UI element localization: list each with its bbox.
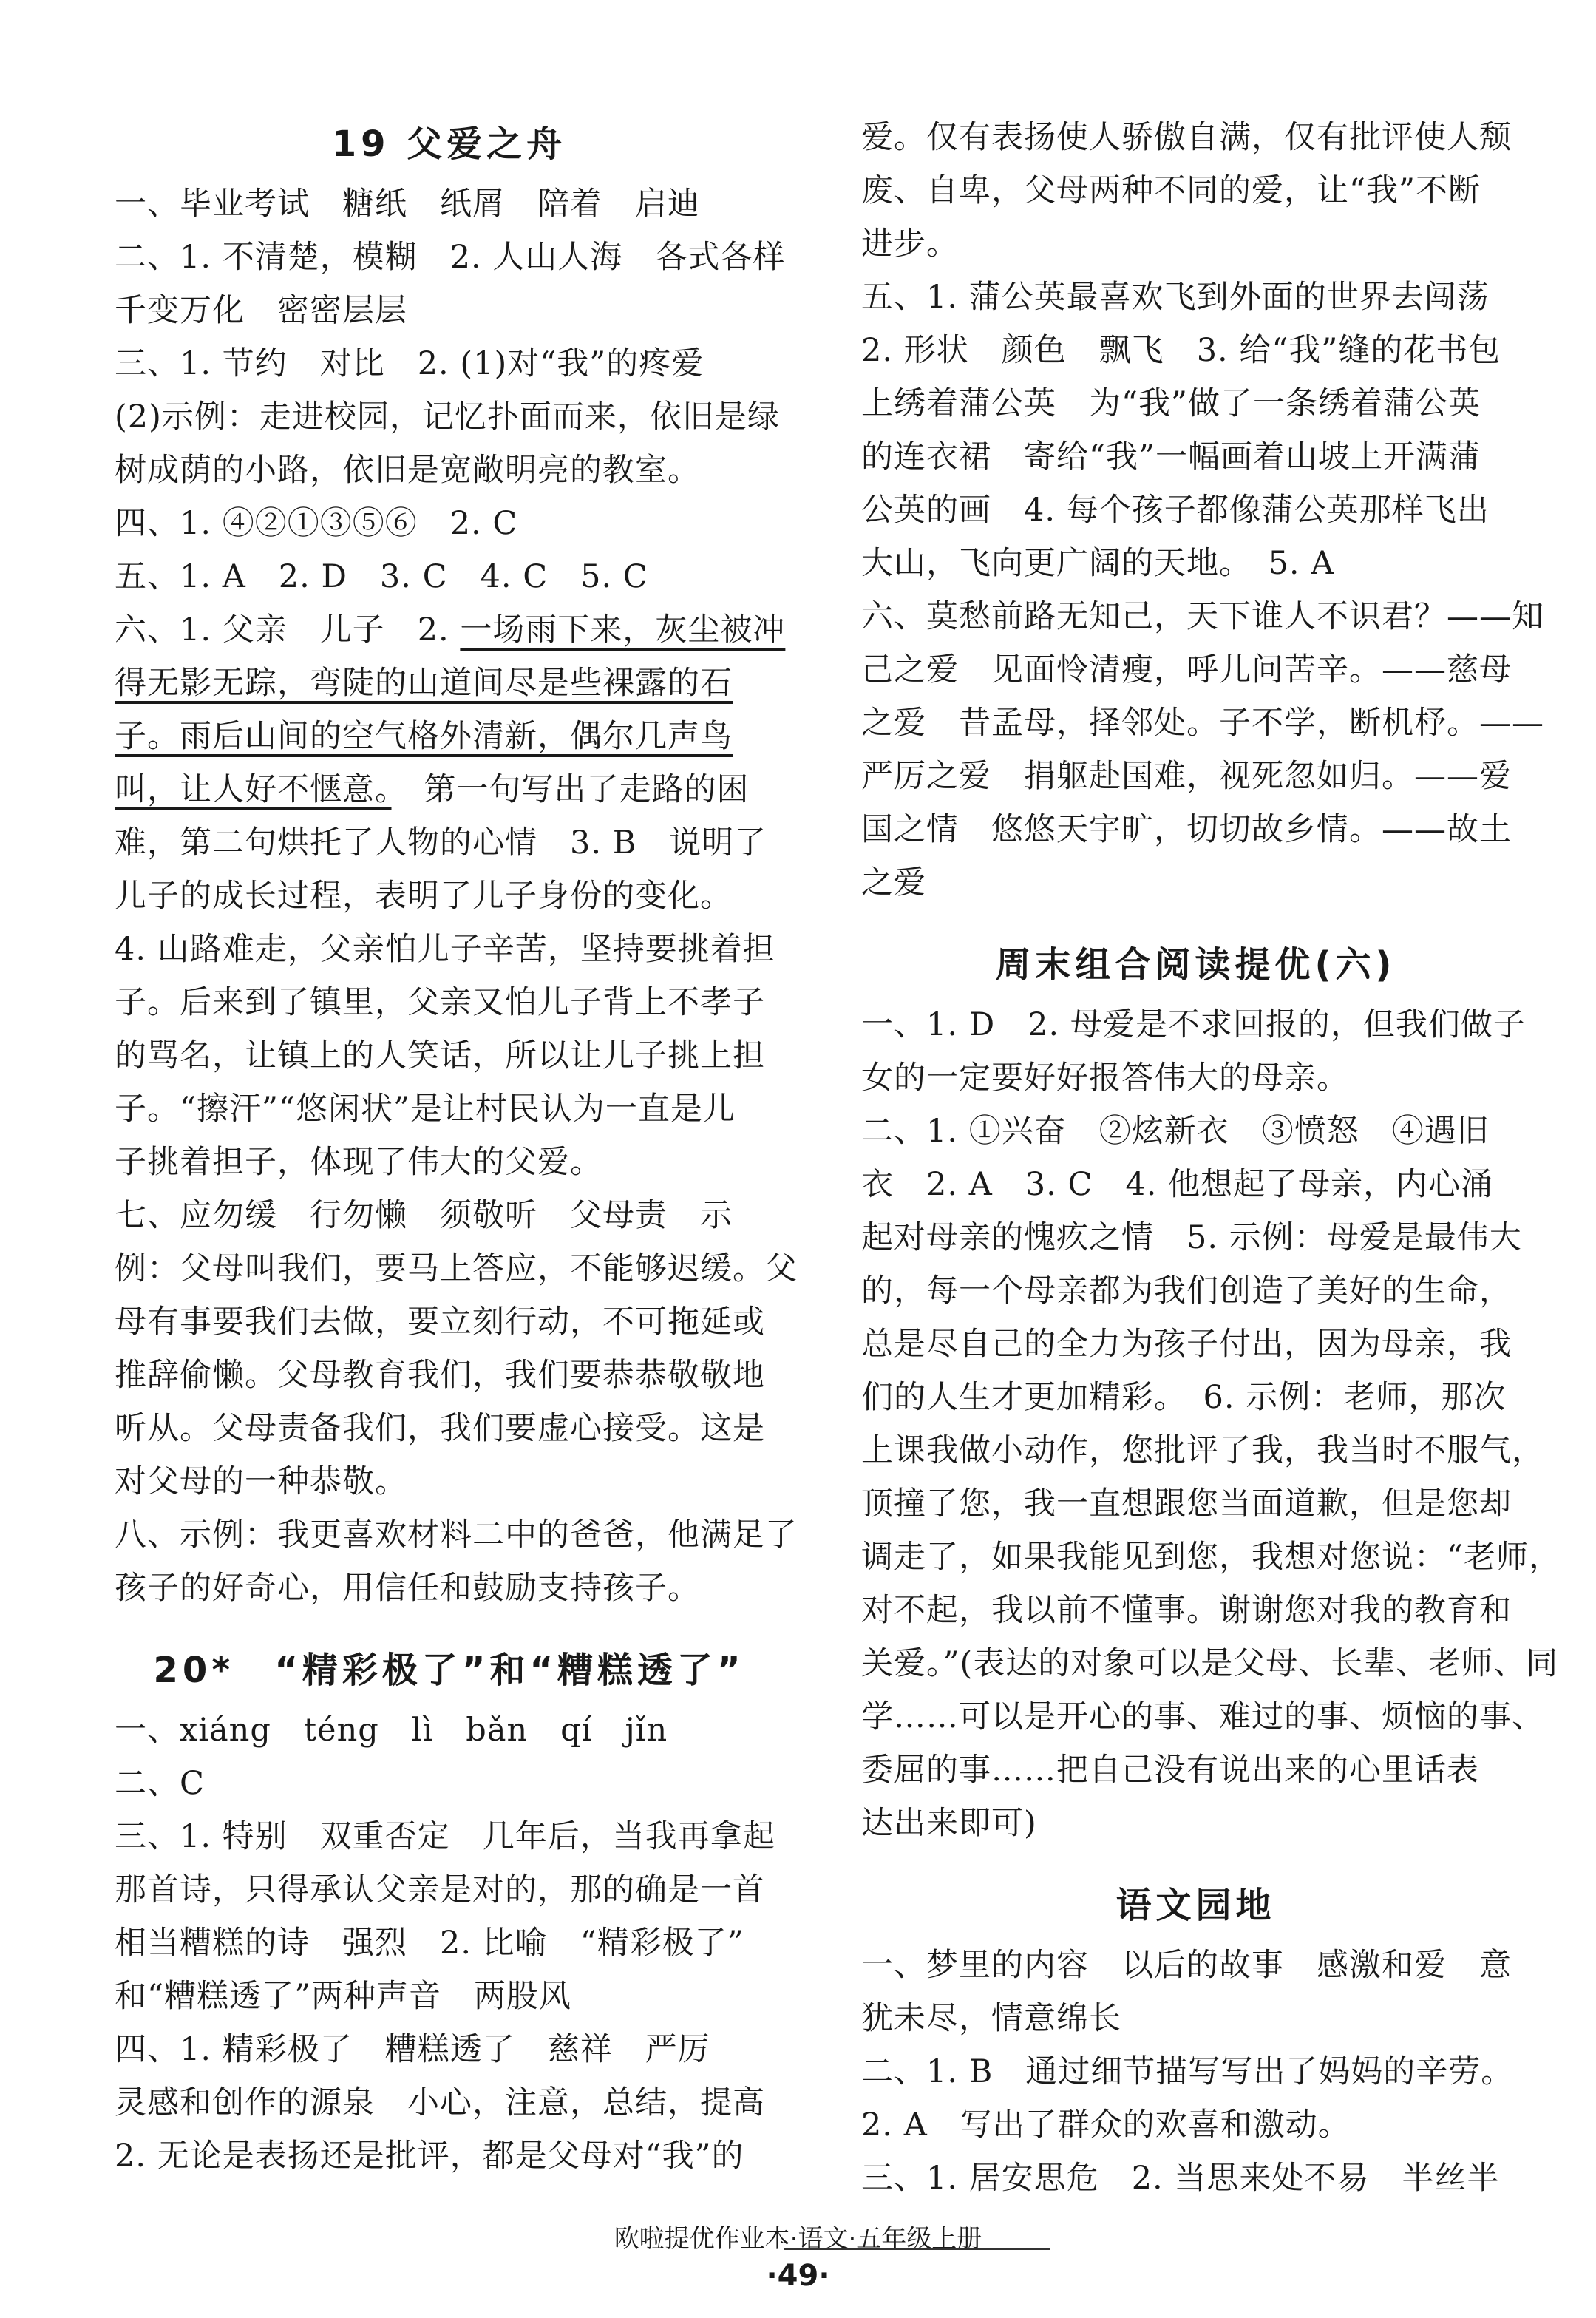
answer-line: 听从。父母责备我们，我们要虚心接受。这是 — [115, 1410, 765, 1447]
answer-line: 推辞偷懒。父母教育我们，我们要恭恭敬敬地 — [115, 1357, 765, 1394]
answer-line: 子。后来到了镇里，父亲又怕儿子背上不孝子 — [115, 984, 765, 1021]
answer-line: 叫，让人好不惬意。 第一句写出了走路的困 — [115, 771, 750, 808]
answer-line: 犹未尽，情意绵长 — [861, 2000, 1121, 2037]
answer-line: 委屈的事……把自己没有说出来的心里话表 — [861, 1752, 1479, 1789]
section-title-20: 20* “精彩极了”和“糟糕透了” — [153, 1650, 745, 1691]
answer-line: (2)示例：走进校园，记忆扑面而来，依旧是绿 — [115, 399, 780, 436]
answer-line: 公英的画 4. 每个孩子都像蒲公英那样飞出 — [861, 492, 1490, 529]
answer-line: 们的人生才更加精彩。 6. 示例：老师，那次 — [861, 1379, 1507, 1416]
answer-line: 国之情 悠悠天宇旷，切切故乡情。——故土 — [861, 811, 1512, 848]
answer-line: 一、xiáng téng lì bǎn qí jǐn — [115, 1712, 668, 1749]
answer-line: 二、1. ①兴奋 ②炫新衣 ③愤怒 ④遇旧 — [861, 1113, 1490, 1150]
section-title-weekend-reading: 周末组合阅读提优(六) — [995, 944, 1396, 986]
right-column — [861, 111, 1561, 2205]
answer-line: 六、莫愁前路无知己，天下谁人不识君？——知 — [861, 598, 1544, 635]
answer-line: 和“糟糕透了”两种声音 两股风 — [115, 1978, 571, 2015]
answer-line: 女的一定要好好报答伟大的母亲。 — [861, 1060, 1349, 1097]
answer-line: 二、1. B 通过细节描写写出了妈妈的辛劳。 — [861, 2053, 1514, 2090]
answer-line: 上绣着蒲公英 为“我”做了一条绣着蒲公英 — [861, 385, 1481, 422]
section-title-yuwen-yuandi: 语文园地 — [1115, 1885, 1276, 1926]
answer-line: 一、1. D 2. 母爱是不求回报的，但我们做子 — [861, 1006, 1526, 1043]
answer-line: 顶撞了您，我一直想跟您当面道歉，但是您却 — [861, 1485, 1512, 1522]
answer-line: 七、应勿缓 行勿懒 须敬听 父母责 示 — [115, 1197, 733, 1234]
answer-line — [115, 657, 784, 710]
answer-line: 一、毕业考试 糖纸 纸屑 陪着 启迪 — [115, 186, 700, 223]
answer-line: 2. 形状 颜色 飘飞 3. 给“我”缝的花书包 — [861, 332, 1501, 369]
answer-line: 那首诗，只得承认父亲是对的，那的确是一首 — [115, 1871, 765, 1908]
underlined-answer: 得无影无踪，弯陡的山道间尽是些裸露的石 — [115, 665, 733, 702]
answer-line: 灵感和创作的源泉 小心，注意，总结，提高 — [115, 2084, 765, 2121]
answer-line: 关爱。”(表达的对象可以是父母、长辈、老师、同 — [861, 1645, 1559, 1682]
answer-line: 二、1. 不清楚，模糊 2. 人山人海 各式各样 — [115, 239, 786, 276]
answer-line: 二、C — [115, 1765, 205, 1802]
answer-line: 的连衣裙 寄给“我”一幅画着山坡上开满蒲 — [861, 438, 1481, 475]
answer-line: 进步。 — [861, 226, 959, 262]
answer-line: 调走了，如果我能见到您，我想对您说：“老师， — [861, 1539, 1561, 1576]
answer-line: 八、示例：我更喜欢材料二中的爸爸，他满足了 — [115, 1516, 798, 1553]
answer-line: 上课我做小动作，您批评了我，我当时不服气， — [861, 1432, 1544, 1469]
underlined-answer: 子。雨后山间的空气格外清新，偶尔几声鸟 — [115, 718, 733, 755]
answer-line: 之爱 昔孟母，择邻处。子不学，断机杼。—— — [861, 705, 1544, 742]
answer-line: 之爱 — [861, 864, 926, 901]
answer-line: 相当糟糕的诗 强烈 2. 比喻 “精彩极了” — [115, 1925, 744, 1962]
answer-line: 2. A 写出了群众的欢喜和激动。 — [861, 2107, 1351, 2144]
answer-line: 废、自卑，父母两种不同的爱，让“我”不断 — [861, 172, 1481, 209]
answer-line: 学……可以是开心的事、难过的事、烦恼的事、 — [861, 1698, 1544, 1735]
answer-line: 对父母的一种恭敬。 — [115, 1463, 407, 1500]
answer-line: 千变万化 密密层层 — [115, 292, 407, 329]
answer-line — [115, 710, 784, 763]
answer-line: 4. 山路难走，父亲怕儿子辛苦，坚持要挑着担 — [115, 931, 775, 968]
answer-line: 儿子的成长过程，表明了儿子身份的变化。 — [115, 878, 733, 915]
book-title-footer: 欧啦提优作业本·语文·五年级上册 — [614, 2224, 982, 2254]
answer-line: 母有事要我们去做，要立刻行动，不可拖延或 — [115, 1304, 765, 1341]
answer-line: 三、1. 特别 双重否定 几年后，当我再拿起 — [115, 1818, 775, 1855]
answer-line: 五、1. 蒲公英最喜欢飞到外面的世界去闯荡 — [861, 279, 1490, 316]
answer-line: 达出来即可) — [861, 1805, 1037, 1842]
answer-line: 子挑着担子，体现了伟大的父爱。 — [115, 1144, 602, 1181]
left-column — [115, 111, 798, 2183]
page-number: ·49· — [766, 2259, 830, 2293]
answer-line: 例：父母叫我们，要马上答应，不能够迟缓。父 — [115, 1250, 798, 1287]
answer-line: 一、梦里的内容 以后的故事 感激和爱 意 — [861, 1947, 1512, 1984]
answer-line: 三、1. 居安思危 2. 当思来处不易 半丝半 — [861, 2160, 1500, 2197]
answer-line: 四、1. ④②①③⑤⑥ 2. C — [115, 505, 518, 542]
answer-line: 对不起，我以前不懂事。谢谢您对我的教育和 — [861, 1592, 1512, 1629]
answer-line: 2. 无论是表扬还是批评，都是父母对“我”的 — [115, 2138, 744, 2175]
answer-line: 六、1. 父亲 儿子 2. 一场雨下来，灰尘被冲 — [115, 611, 786, 648]
answer-line: 难，第二句烘托了人物的心情 3. B 说明了 — [115, 824, 767, 861]
answer-line: 五、1. A 2. D 3. C 4. C 5. C — [115, 558, 648, 595]
answer-line: 总是尽自己的全力为孩子付出，因为母亲，我 — [861, 1326, 1512, 1363]
answer-line: 大山，飞向更广阔的天地。 5. A — [861, 545, 1335, 582]
answer-line: 己之爱 见面怜清瘦，呼儿问苦辛。——慈母 — [861, 651, 1512, 688]
section-title-19: 19 父爱之舟 — [331, 123, 567, 165]
answer-line: 起对母亲的愧疚之情 5. 示例：母爱是最伟大 — [861, 1219, 1522, 1256]
answer-line: 孩子的好奇心，用信任和鼓励支持孩子。 — [115, 1570, 700, 1607]
answer-line: 的，每一个母亲都为我们创造了美好的生命， — [861, 1272, 1512, 1309]
answer-line: 的骂名，让镇上的人笑话，所以让儿子挑上担 — [115, 1037, 765, 1074]
answer-line: 树成荫的小路，依旧是宽敞明亮的教室。 — [115, 452, 700, 489]
answer-line: 爱。仅有表扬使人骄傲自满，仅有批评使人颓 — [861, 119, 1512, 156]
footer-divider — [784, 2248, 1050, 2250]
answer-line: 子。“擦汗”“悠闲状”是让村民认为一直是儿 — [115, 1091, 736, 1128]
answer-line: 衣 2. A 3. C 4. 他想起了母亲，内心涌 — [861, 1166, 1494, 1203]
answer-line: 四、1. 精彩极了 糟糕透了 慈祥 严厉 — [115, 2031, 710, 2068]
underlined-answer: 叫，让人好不惬意。 — [115, 771, 392, 808]
answer-line: 三、1. 节约 对比 2. (1)对“我”的疼爱 — [115, 345, 704, 382]
underlined-answer: 一场雨下来，灰尘被冲 — [460, 611, 786, 648]
answer-line: 严厉之爱 捐躯赴国难，视死忽如归。——爱 — [861, 758, 1512, 795]
